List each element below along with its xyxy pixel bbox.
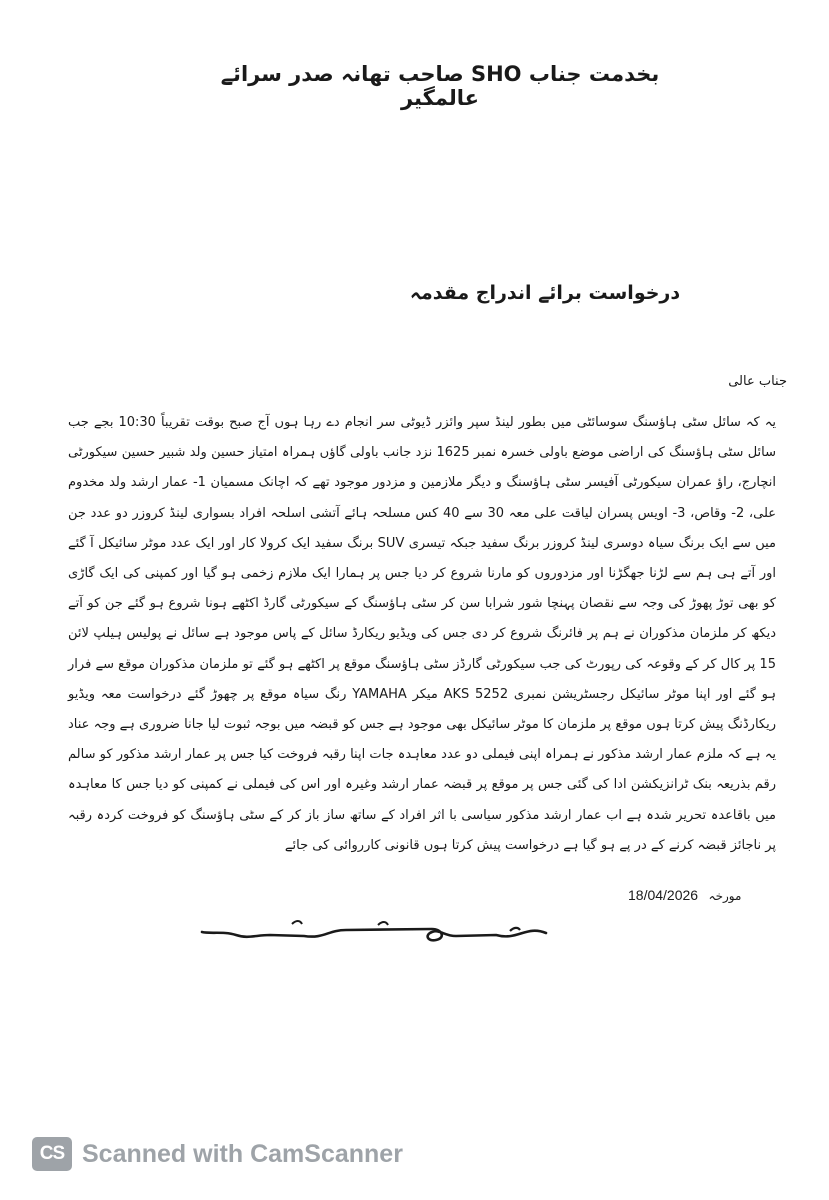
camscanner-watermark xyxy=(32,1136,403,1172)
document-body: یہ کہ سائل سٹی ہاؤسنگ سوسائٹی میں بطور لینڈ سپر وائزر ڈیوٹی سر انجام دے رہا ہوں آج صبح بوقت تقریباً 10:30 بجے جب سائل سٹی ہاؤسنگ کی اراضی موضع باولی خسرہ نمبر 1625 نزد جانب باولی گاؤں ہمراہ امتیاز حسین ولد شبیر حسین سیکورٹی انچارج، راؤ عمران سیکورٹی آفیسر سٹی ہاؤسنگ و دیگر ملازمین و مزدور موجود تھے کہ اچانک مسمیان 1- عمار ارشد ولد مخدوم علی، 2- وقاص، 3- اویس پسران لیاقت علی معہ 30 سے 40 کس مسلحہ ہائے آتشی اسلحہ افراد بسواری لینڈ کروزر دو عدد جن میں سے ایک برنگ سیاہ دوسری لینڈ کروزر برنگ سفید جبکہ تیسری SUV برنگ سفید ایک کرولا کار اور ایک عدد موٹر سائیکل آ گئے اور آتے ہی ہم سے لڑنا جھگڑنا اور مزدوروں کو مارنا شروع کر دیا جس پر ہمارا ایک ملازم زخمی ہو گیا اور کمپنی کی ایک گاڑی کو بھی توڑ پھوڑ کی وجہ سے نقصان پہنچا شور شرابا سن کر سٹی ہاؤسنگ کے سیکورٹی گارڈ اکٹھے ہونا شروع ہو گئے جن کو آتے دیکھ کر ملزمان مذکوران نے ہم پر فائرنگ شروع کر دی جس کی ویڈیو ریکارڈ سائل کے پاس موجود ہے سائل نے پولیس ہیلپ لائن 15 پر کال کر کے وقوعہ کی رپورٹ کی جب سیکورٹی گارڈز سٹی ہاؤسنگ موقع پر اکٹھے ہو گئے تو ملزمان مذکوران موقع سے فرار ہو گئے اور اپنا موٹر سائیکل رجسٹریشن نمبری AKS 5252 میکر YAMAHA رنگ سیاہ موقع پر چھوڑ گئے درخواست معہ ویڈیو ریکارڈنگ پیش کرتا ہوں موقع پر ملزمان کا موٹر سائیکل بھی موجود ہے جس کو قبضہ میں بوجہ ثبوت لیا جانا ضروری ہے وجہ عناد یہ ہے کہ ملزم عمار ارشد مذکور نے ہمراہ اپنی فیملی دو عدد معاہدہ جات اپنا رقبہ فروخت کیا جس پر عمار ارشد مذکور کو سالم رقم بذریعہ بنک ٹرانزیکشن ادا کی گئی جس پر موقع پر قبضہ عمار ارشد وغیرہ اور اس کی فیملی نے کمپنی کو دیا جس کا معاہدہ میں باقاعدہ تحریر شدہ ہے اب عمار ارشد مذکور سیاسی با اثر افراد کے ساتھ ساز باز کر کے سٹی ہاؤسنگ کو فروخت کردہ رقبہ پر ناجائز قبضہ کرنے کے در پے ہو گیا ہے درخواست پیش کرتا ہوں قانونی کارروائی کی جائے xyxy=(68,415,777,853)
date-row xyxy=(628,887,741,904)
camscanner-logo: CS xyxy=(32,1137,72,1171)
date-value: 18/04/2026 xyxy=(628,887,699,903)
date-label: مورخہ xyxy=(708,889,742,903)
document-heading: بخدمت جناب SHO صاحب تھانہ صدر سرائے عالمگیر xyxy=(220,62,660,110)
signature xyxy=(196,915,556,955)
document-subject: درخواست برائے اندراج مقدمہ xyxy=(409,282,681,304)
camscanner-text: Scanned with CamScanner xyxy=(82,1139,403,1168)
signature-strokes xyxy=(196,915,556,955)
salutation: جناب عالی xyxy=(728,374,787,389)
